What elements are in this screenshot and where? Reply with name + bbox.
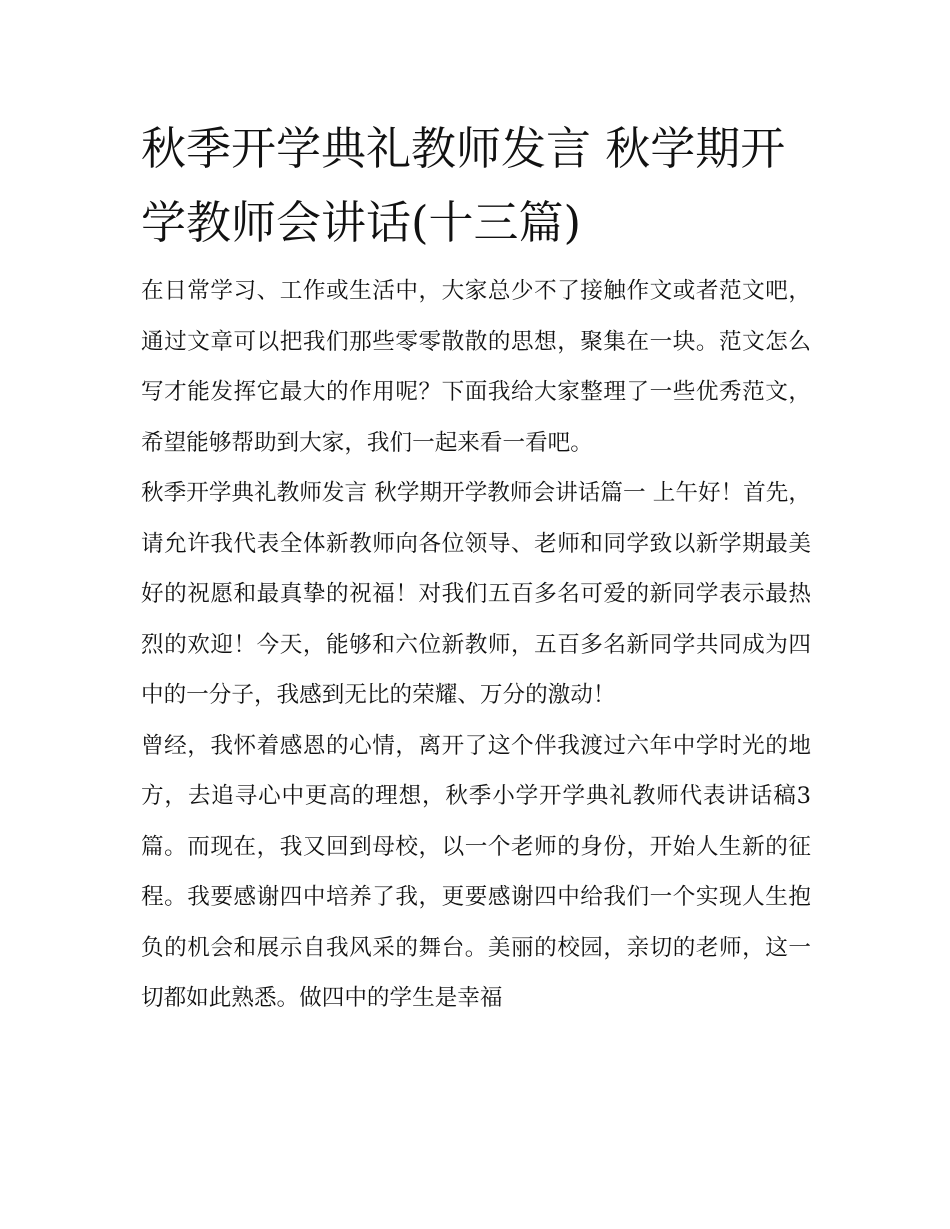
paragraph-speech-body: 曾经，我怀着感恩的心情，离开了这个伴我渡过六年中学时光的地方，去追寻心中更高的理想，秋季小学开学典礼教师代表讲话稿3篇。而现在，我又回到母校，以一个老师的身份，开始人生新的征程。我要感谢四中培养了我，更要感谢四中给我们一个实现人生抱负的机会和展示自我风采的舞台。美丽的校园，亲切的老师，这一切都如此熟悉。做四中的学生是幸福 bbox=[141, 732, 811, 1011]
document-page bbox=[141, 112, 813, 1024]
document-title: 秋季开学典礼教师发言 秋学期开学教师会讲话(十三篇) bbox=[141, 122, 786, 249]
paragraph-speech-opening: 秋季开学典礼教师发言 秋学期开学教师会讲话篇一 上午好！首先，请允许我代表全体新教师向各位领导、老师和同学致以新学期最美好的祝愿和最真挚的祝福！对我们五百多名可爱的新同学表示最热烈的欢迎！今天，能够和六位新教师，五百多名新同学共同成为四中的一分子，我感到无比的荣耀、万分的激动！ bbox=[141, 480, 811, 708]
document-body bbox=[141, 266, 813, 1024]
paragraph-intro: 在日常学习、工作或生活中，大家总少不了接触作文或者范文吧，通过文章可以把我们那些零零散散的思想，聚集在一块。范文怎么写才能发挥它最大的作用呢？下面我给大家整理了一些优秀范文，希望能够帮助到大家，我们一起来看一看吧。 bbox=[141, 278, 811, 456]
